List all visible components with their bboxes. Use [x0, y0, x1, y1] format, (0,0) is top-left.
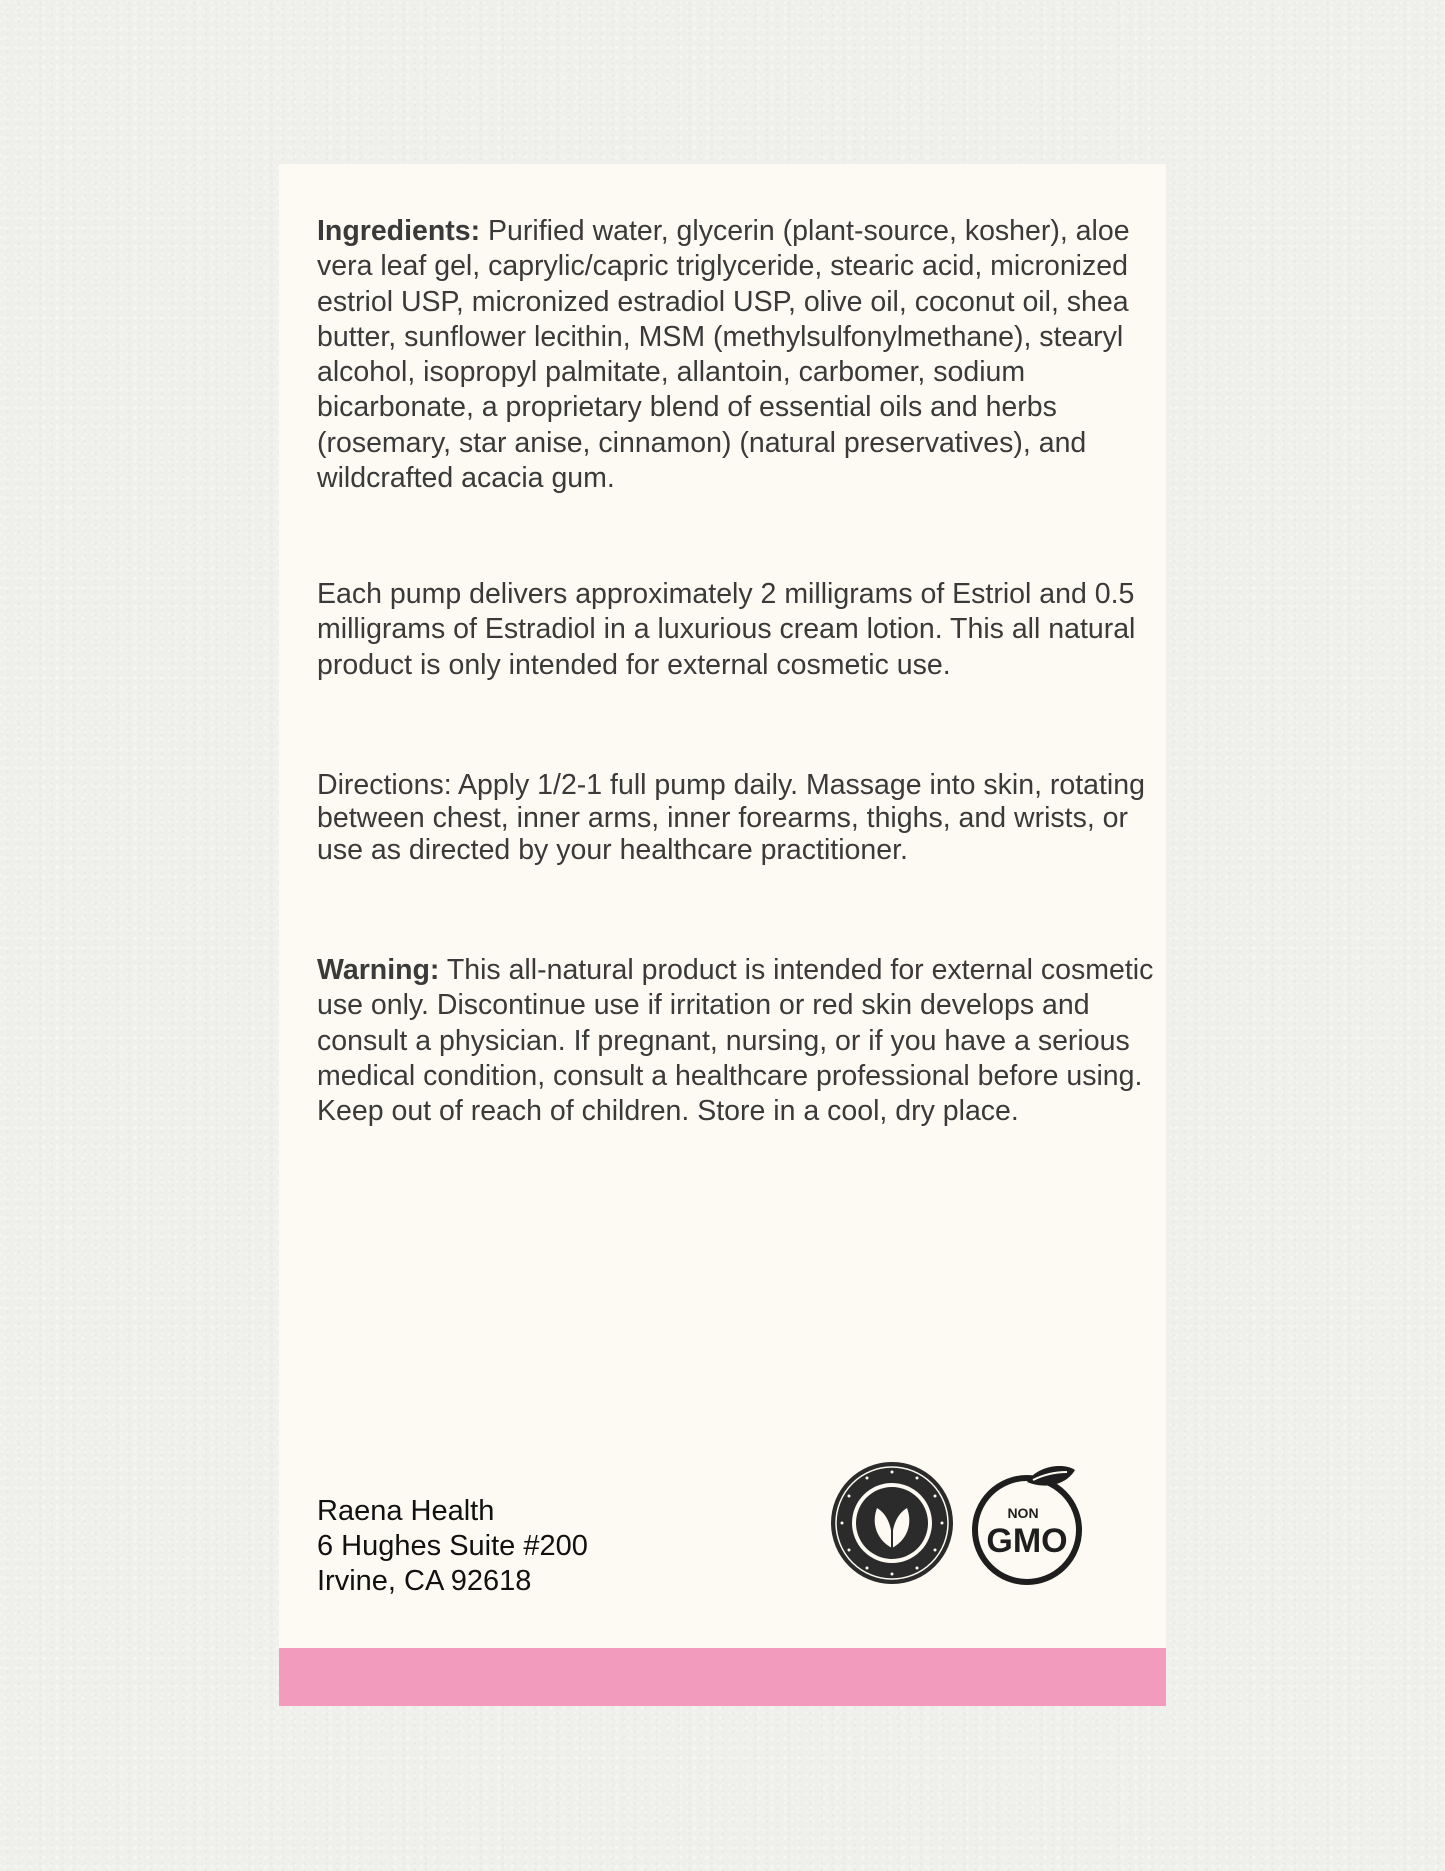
dosage-paragraph: Each pump delivers approximately 2 milligrams of Estriol and 0.5 milligrams of Estradiol in a luxurious cream lotion. This all natural product is only intended for external cosmetic use. [317, 578, 1136, 681]
vegan-seal-icon [829, 1460, 955, 1586]
product-label-panel [279, 164, 1166, 1706]
address-street: 6 Hughes Suite #200 [317, 1530, 588, 1562]
directions-paragraph: Directions: Apply 1/2-1 full pump daily. Massage into skin, rotating between chest, inner arms, inner forearms, thighs, and wrists, or use as directed by your healthcare practitioner. [317, 769, 1145, 866]
footer-color-bar [279, 1648, 1166, 1706]
non-gmo-main-text: GMO [986, 1522, 1068, 1560]
certification-badges [829, 1460, 1149, 1590]
ingredients-heading: Ingredients: [317, 215, 481, 247]
warning-text: This all-natural product is intended for external cosmetic use only. Discontinue use if irritation or red skin develops and consult a physician. If pregnant, nursing, or if you have a serious medical condition, consult a healthcare professional before using. Keep out of reach of children. Store in a cool, dry place. [317, 954, 1154, 1128]
company-address [317, 1494, 588, 1599]
company-name: Raena Health [317, 1495, 495, 1527]
non-gmo-top-text: NON [1007, 1505, 1039, 1521]
ingredients-text: Purified water, glycerin (plant-source, kosher), aloe vera leaf gel, caprylic/capric triglyceride, stearic acid, micronized estriol USP, micronized estradiol USP, olive oil, coconut oil, shea butter, sunflower lecithin, MSM (methylsulfonylmethane), stearyl alcohol, isopropyl palmitate, allantoin, carbomer, sodium bicarbonate, a proprietary blend of essential oils and herbs (rosemary, star anise, cinnamon) (natural preservatives), and wildcrafted acacia gum. [317, 215, 1130, 495]
warning-heading: Warning: [317, 954, 440, 986]
ingredients-paragraph [317, 214, 1147, 496]
warning-paragraph [317, 953, 1177, 1129]
address-city: Irvine, CA 92618 [317, 1565, 532, 1597]
non-gmo-icon [967, 1460, 1097, 1586]
